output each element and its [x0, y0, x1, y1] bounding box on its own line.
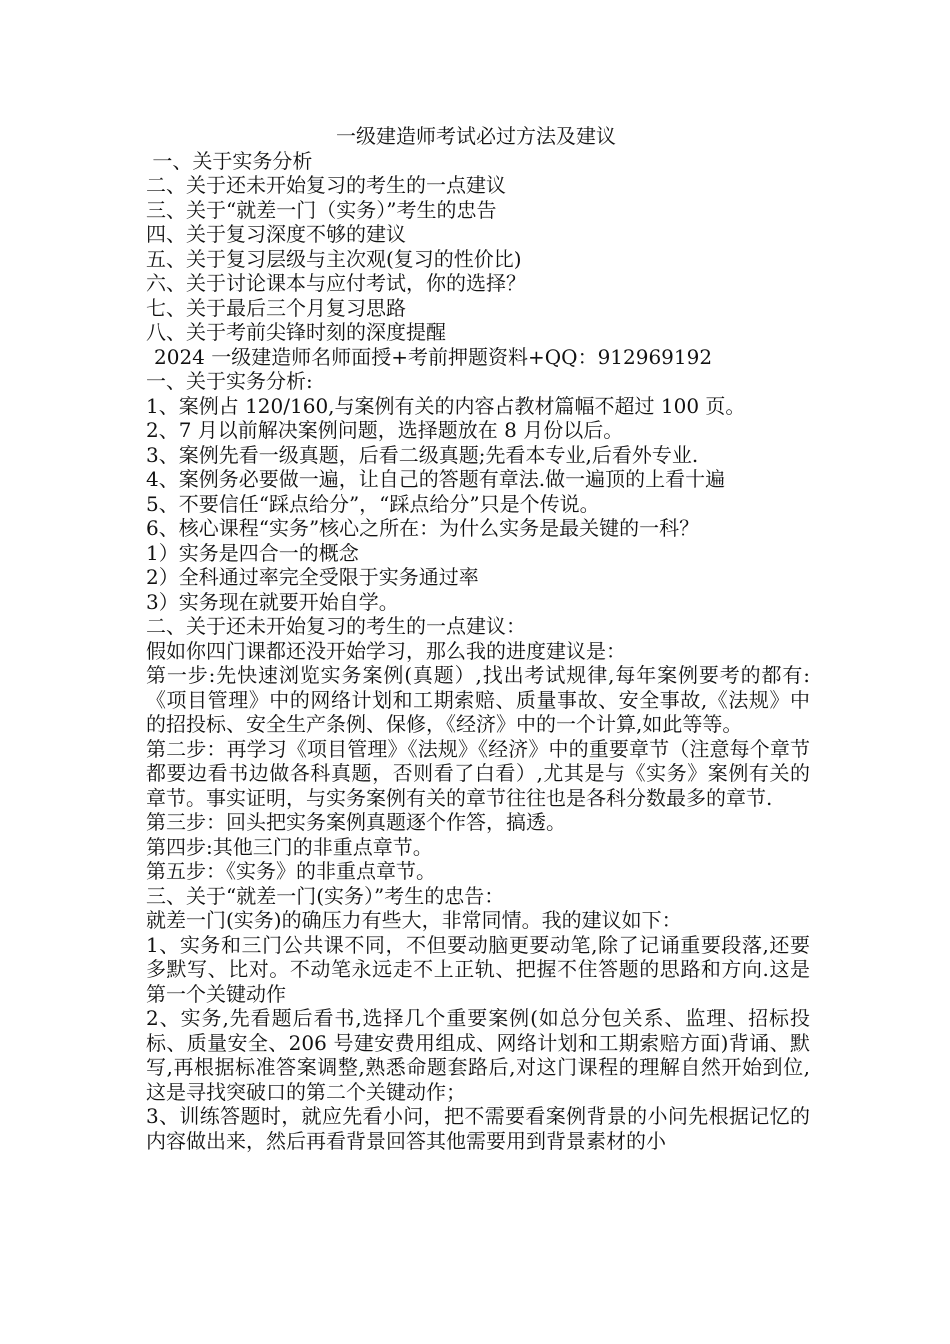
toc-item: 四、关于复习深度不够的建议 [146, 222, 406, 246]
section-heading: 三、关于“就差一门(实务）”考生的忠告： [146, 883, 505, 908]
advice-paragraph: 3、训练答题时，就应先看小问，把不需要看案例背景的小问先根据记忆的内容做出来，然后再看背景回答其他需要用到背景素材的小 [146, 1104, 810, 1153]
toc-item: 一、关于实务分析 [146, 148, 313, 173]
toc-item: 六、关于讨论课本与应付考试，你的选择？ [146, 271, 526, 295]
toc-item: 八、关于考前尖锋时刻的深度提醒 [146, 320, 446, 344]
section-3 [146, 884, 950, 1154]
list-item: 4、案例务必要做一遍，让自己的答题有章法.做一遍顶的上看十遍 [146, 467, 726, 491]
promo-line: 2024 一级建造师名师面授+考前押题资料+QQ：912969192 [154, 344, 713, 369]
step-paragraph: 第三步：回头把实务案例真题逐个作答，搞透。 [146, 810, 566, 834]
step-paragraph: 第一步:先快速浏览实务案例(真题）,找出考试规律,每年案例要考的都有:《项目管理》中的网络计划和工期索赔、质量事故、安全事故,《法规》中的招投标、安全生产条例、保修，《经济》中的一个计算,如此等等。 [146, 663, 810, 736]
section-heading: 一、关于实务分析: [146, 369, 313, 393]
toc-item: 二、关于还未开始复习的考生的一点建议 [146, 173, 506, 197]
list-item: 3、案例先看一级真题，后看二级真题;先看本专业,后看外专业. [146, 442, 699, 467]
section-intro: 假如你四门课都还没开始学习，那么我的进度建议是： [146, 638, 626, 663]
section-2 [146, 614, 950, 884]
advice-paragraph: 2、实务,先看题后看书,选择几个重要案例(如总分包关系、监理、招标投标、质量安全、206 号建安费用组成、网络计划和工期索赔方面)背诵、默写,再根据标准答案调整,熟悉命题套路后,对这门课程的理解自然开始到位,这是寻找突破口的第二个关键动作； [146, 1006, 810, 1104]
toc-item: 五、关于复习层级与主次观(复习的性价比) [146, 246, 522, 271]
toc-item: 七、关于最后三个月复习思路 [146, 295, 406, 320]
step-paragraph: 第五步：《实务》的非重点章节。 [146, 859, 436, 883]
list-item: 1）实务是四合一的概念 [146, 540, 359, 565]
toc-item: 三、关于“就差一门（实务）”考生的忠告 [146, 197, 497, 222]
section-intro: 就差一门(实务)的确压力有些大，非常同情。我的建议如下： [146, 908, 682, 932]
section-heading: 二、关于还未开始复习的考生的一点建议： [146, 614, 526, 638]
list-item: 2、7 月以前解决案例问题，选择题放在 8 月份以后。 [146, 418, 624, 442]
list-item: 1、案例占 120/160,与案例有关的内容占教材篇幅不超过 100 页。 [146, 393, 746, 418]
list-item: 2）全科通过率完全受限于实务通过率 [146, 565, 479, 589]
list-item: 6、核心课程“实务”核心之所在：为什么实务是最关键的一科？ [146, 516, 700, 540]
page-title: 一级建造师考试必过方法及建议 [336, 124, 616, 148]
table-of-contents [146, 149, 950, 345]
section-1 [146, 369, 950, 614]
step-paragraph: 第四步:其他三门的非重点章节。 [146, 834, 433, 859]
list-item: 3）实务现在就要开始自学。 [146, 589, 399, 614]
list-item: 5、不要信任“踩点给分”，“踩点给分”只是个传说。 [146, 491, 600, 516]
step-paragraph: 第二步：再学习《项目管理》《法规》《经济》中的重要章节（注意每个章节都要边看书边做各科真题，否则看了白看）,尤其是与《实务》案例有关的章节。事实证明，与实务案例有关的章节往往也是各科分数最多的章节. [146, 736, 810, 810]
advice-paragraph: 1、实务和三门公共课不同，不但要动脑更要动笔,除了记诵重要段落,还要多默写、比对。不动笔永远走不上正轨、把握不住答题的思路和方向.这是第一个关键动作 [146, 932, 810, 1006]
